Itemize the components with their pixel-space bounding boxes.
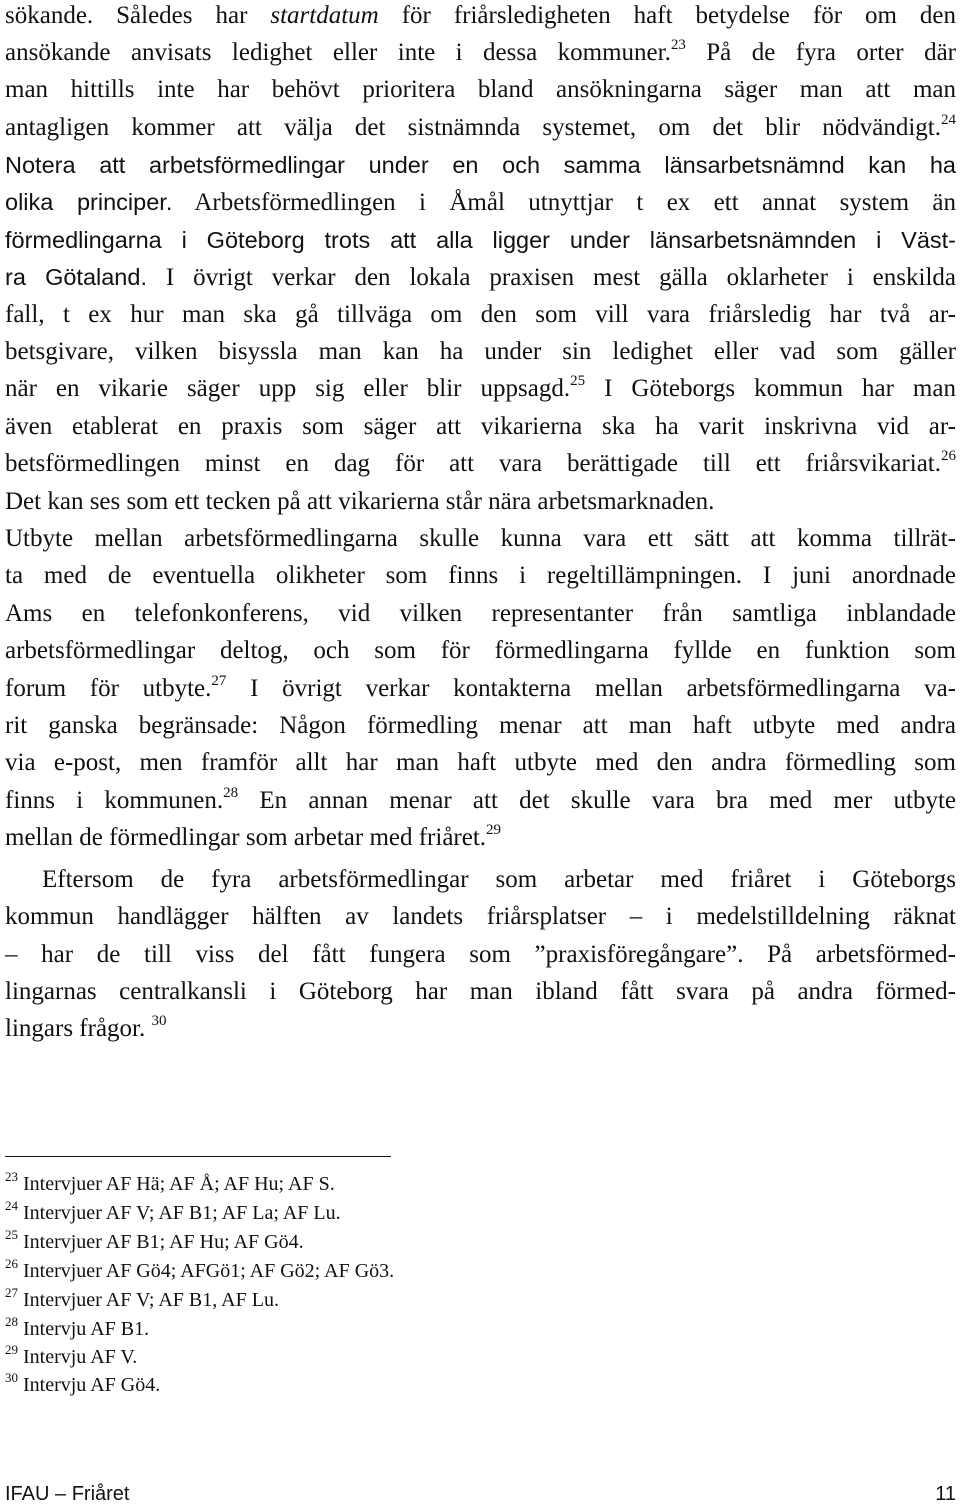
text-line: olika principer. Arbetsförmedlingen i Åmål utnyttjar t ex ett annat system än bbox=[5, 189, 956, 216]
text-line: lingars frågor. $^{30}$ bbox=[5, 1013, 167, 1042]
footnote-ref: 24 bbox=[941, 112, 956, 128]
text-line: betsgivare, vilken bisyssla man kan ha under sin ledighet eller vad som gäller bbox=[5, 338, 956, 365]
text-line: ra Götaland. I övrigt verkar den lokala praxisen mest gälla oklarheter i enskilda bbox=[5, 264, 956, 291]
text-line: Ams en telefonkonferens, vid vilken representanter från samtliga inblandade bbox=[5, 600, 956, 627]
text-line: fall, t ex hur man ska gå tillväga om den som vill vara friårsledig har två ar- bbox=[5, 301, 956, 328]
text-line: Det kan ses som ett tecken på att vikarierna står nära arbetsmarknaden. bbox=[5, 488, 715, 515]
footnote-ref: 25 bbox=[570, 373, 586, 389]
footnote: $^{26}$ Intervjuer AF Gö4; AFGö1; AF Gö2; AF Gö3. bbox=[5, 1256, 395, 1282]
text-line: även etablerat en praxis som säger att vikarierna ska ha varit inskrivna vid ar- bbox=[5, 413, 956, 440]
text-line: – har de till viss del fått fungera som ”praxisföregångare”. På arbetsförmed- bbox=[5, 941, 956, 968]
footnote: $^{24}$ Intervjuer AF V; AF B1; AF La; AF Lu. bbox=[5, 1198, 341, 1224]
text-line: mellan de förmedlingar som arbetar med friåret.$^{29}$ bbox=[5, 822, 502, 851]
text-line: kommun handlägger hälften av landets friårsplatser – i medelstilldelning räknat bbox=[5, 903, 956, 930]
text-line: när en vikarie säger upp sig eller blir uppsagd.$^{25}$ I Göteborgs kommun har man bbox=[5, 373, 956, 402]
text-line: förmedlingarna i Göteborg trots att alla ligger under länsarbetsnämnden i Väst- bbox=[5, 227, 956, 253]
footnote: $^{30}$ Intervju AF Gö4. bbox=[5, 1370, 161, 1396]
footnote: $^{29}$ Intervju AF V. bbox=[5, 1342, 138, 1368]
text-line: arbetsförmedlingar deltog, och som för förmedlingarna fyllde en funktion som bbox=[5, 637, 956, 664]
page-number: 11 bbox=[935, 1483, 956, 1505]
text-line: lingarnas centralkansli i Göteborg har man ibland fått svara på andra förmed- bbox=[5, 978, 956, 1005]
text-line: ansökande anvisats ledighet eller inte i dessa kommuner.$^{23}$ På de fyra orter där bbox=[5, 37, 956, 66]
text-line: via e-post, men framför allt har man haft utbyte med den andra förmedling som bbox=[5, 749, 956, 776]
footnote: $^{27}$ Intervjuer AF V; AF B1, AF Lu. bbox=[5, 1285, 279, 1311]
footnote-separator bbox=[5, 1156, 391, 1157]
footnote-ref: 27 bbox=[211, 673, 227, 689]
text-line: antagligen kommer att välja det sistnämnda systemet, om det blir nödvändigt.$^{24}$ bbox=[5, 112, 956, 141]
text-line: Notera att arbetsförmedlingar under en och samma länsarbetsnämnd kan ha bbox=[5, 152, 956, 178]
text-line: Eftersom de fyra arbetsförmedlingar som arbetar med friåret i Göteborgs bbox=[42, 866, 956, 893]
footnote: $^{23}$ Intervjuer AF Hä; AF Å; AF Hu; AF S. bbox=[5, 1169, 335, 1195]
footnote-ref: 29 bbox=[486, 822, 502, 838]
text-line: man hittills inte har behövt prioritera bland ansökningarna säger man att man bbox=[5, 76, 956, 103]
page-footer bbox=[5, 1482, 956, 1506]
footnote-ref: 26 bbox=[941, 448, 956, 464]
footnote-ref: 23 bbox=[670, 37, 686, 53]
text-line: rit ganska begränsade: Någon förmedling menar att man haft utbyte med andra bbox=[5, 712, 956, 739]
text-line: betsförmedlingen minst en dag för att vara berättigade till ett friårsvikariat.$^{26}$ bbox=[5, 448, 956, 477]
footnote: $^{28}$ Intervju AF B1. bbox=[5, 1314, 150, 1340]
text-line: forum för utbyte.$^{27}$ I övrigt verkar kontakterna mellan arbetsförmedlingarna va- bbox=[5, 673, 956, 702]
text-line: ta med de eventuella olikheter som finns i regeltillämpningen. I juni anordnade bbox=[5, 562, 956, 589]
footnote-ref: 30 bbox=[151, 1013, 167, 1029]
footnote: $^{25}$ Intervjuer AF B1; AF Hu; AF Gö4. bbox=[5, 1227, 304, 1253]
text-line: finns i kommunen.$^{28}$ En annan menar att det skulle vara bra med mer utbyte bbox=[5, 785, 957, 814]
footer-title: IFAU – Friåret bbox=[5, 1483, 130, 1505]
text-line: sökande. Således har startdatum för friårsledigheten haft betydelse för om den bbox=[5, 2, 956, 29]
text-line: Utbyte mellan arbetsförmedlingarna skulle kunna vara ett sätt att komma tillrät- bbox=[5, 525, 956, 552]
footnote-ref: 28 bbox=[223, 785, 239, 801]
